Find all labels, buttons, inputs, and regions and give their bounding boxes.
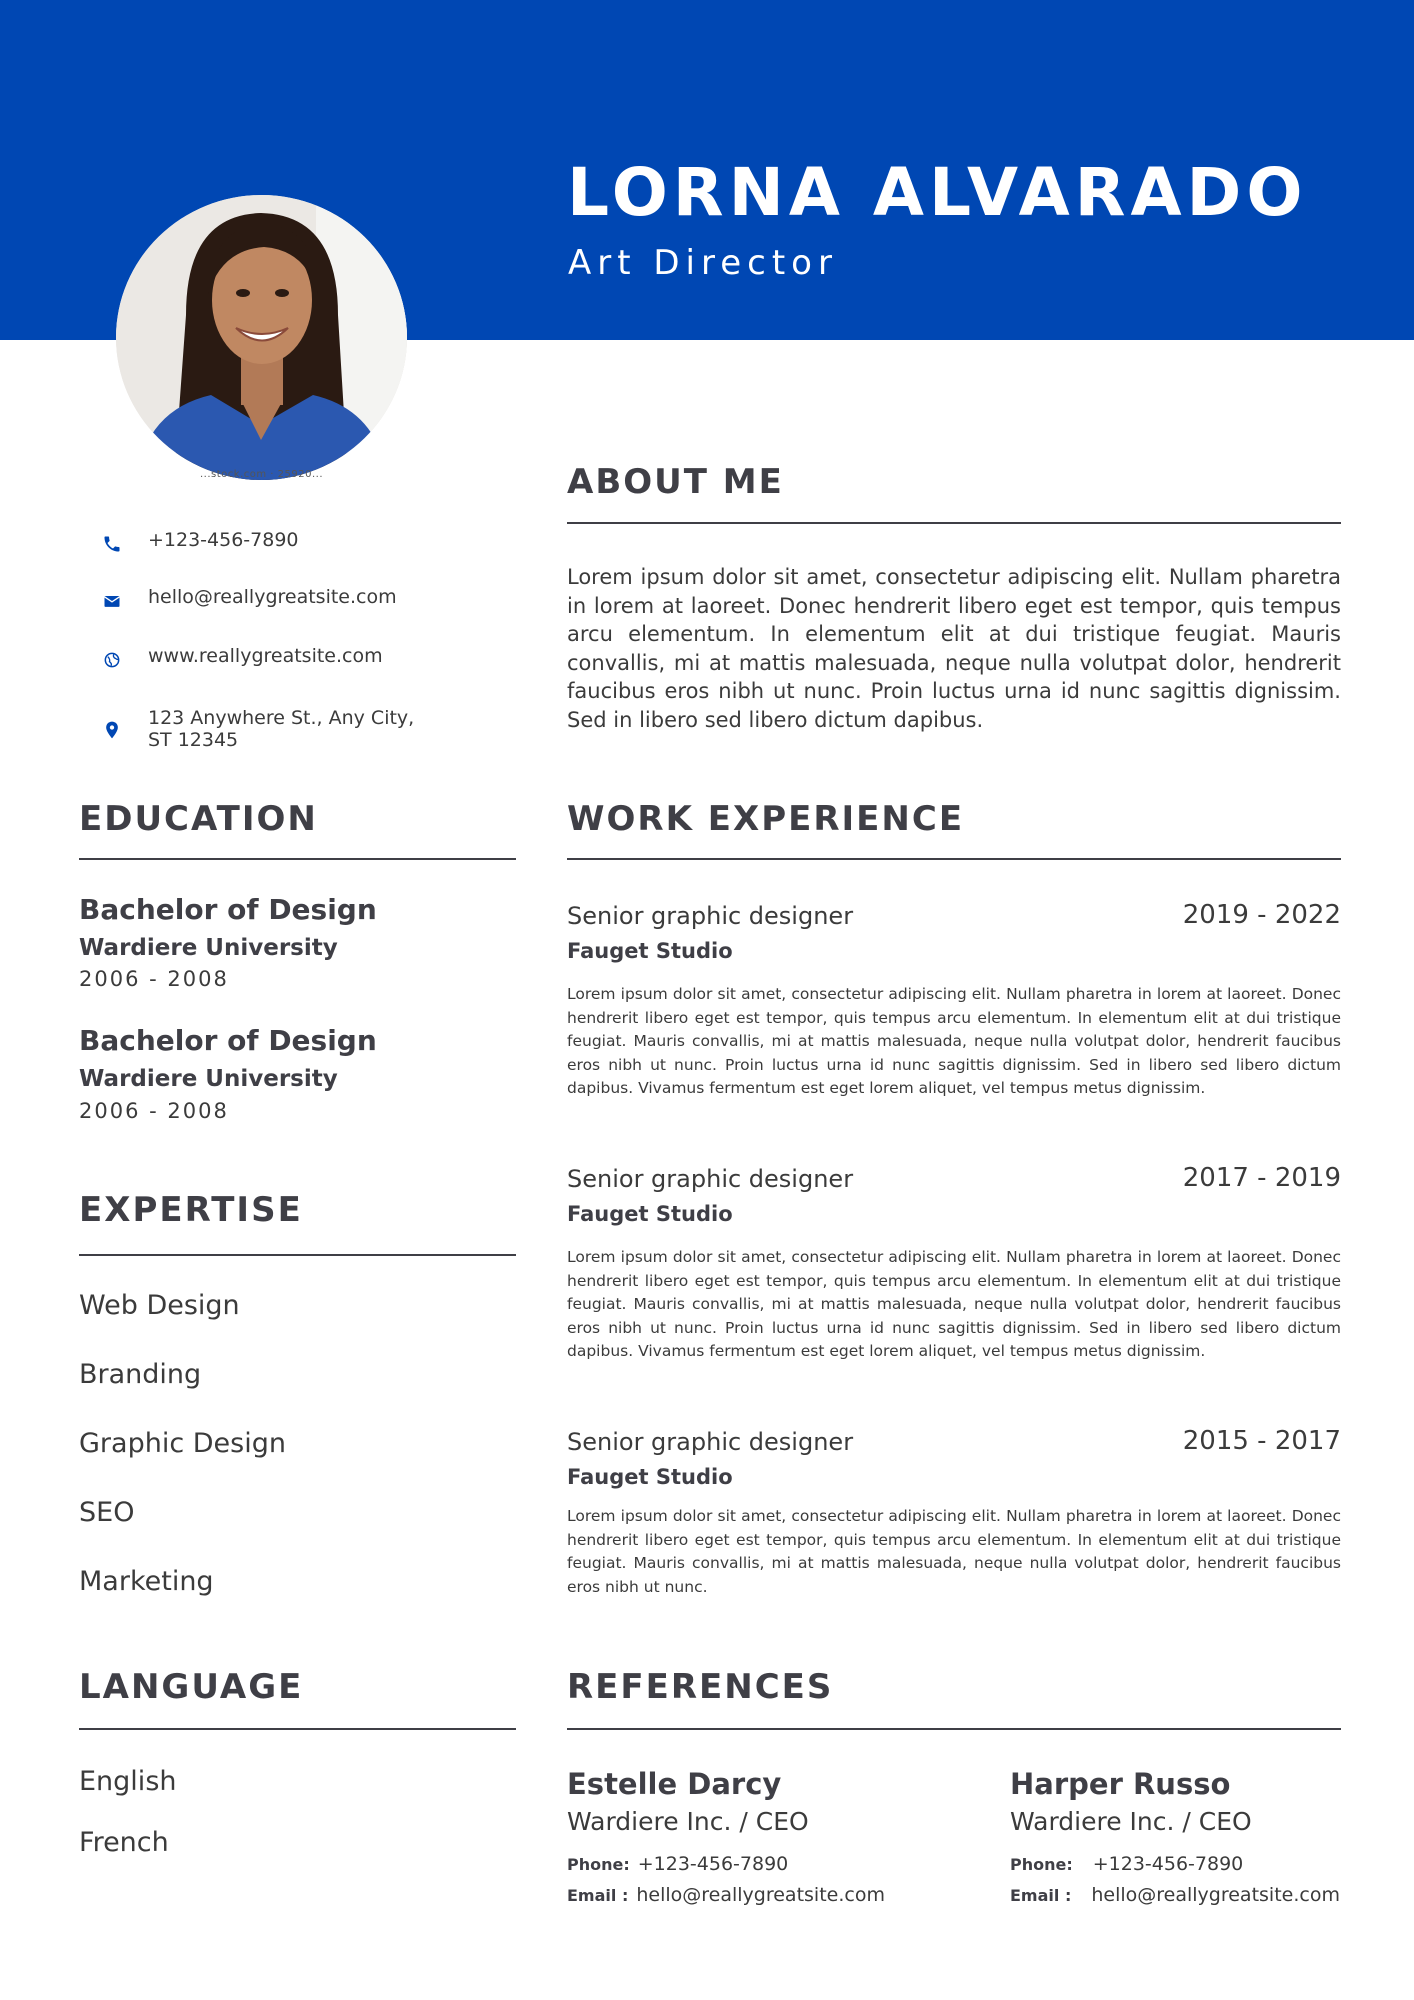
profile-photo (116, 195, 407, 480)
job-years: 2017 - 2019 (1182, 1163, 1341, 1193)
reference-email-label: Email : (567, 1886, 629, 1905)
about-divider (567, 522, 1341, 524)
contact-address-text: 123 Anywhere St., Any City, ST 12345 (148, 707, 415, 751)
about-heading: ABOUT ME (567, 462, 784, 502)
education-divider (79, 858, 516, 860)
expertise-item: Web Design (79, 1290, 240, 1321)
phone-icon (100, 532, 124, 556)
reference-email-value: hello@reallygreatsite.com (1091, 1884, 1340, 1906)
language-item: English (79, 1766, 177, 1797)
references-divider (567, 1728, 1341, 1730)
education-heading: EDUCATION (79, 799, 318, 839)
expertise-item: Graphic Design (79, 1428, 286, 1459)
expertise-item: Branding (79, 1359, 202, 1390)
expertise-item: SEO (79, 1497, 135, 1528)
contact-phone (100, 530, 299, 556)
photo-credit-watermark: ...stock.com · 25920... (200, 469, 323, 480)
reference-email (567, 1886, 885, 1905)
job-company: Fauget Studio (567, 1465, 733, 1489)
job-years: 2015 - 2017 (1182, 1426, 1341, 1456)
job-description: Lorem ipsum dolor sit amet, consectetur adipiscing elit. Nullam pharetra in lorem at laoreet. Donec hendrerit libero eget est tempor, quis tempus arcu elementum. In elementum elit at dui tristique feugiat. Mauris convallis, mi at mattis malesuada, neque nulla volutpat dolor, hendrerit faucibus eros nibh ut nunc. (567, 1507, 1341, 1596)
reference-email-label: Email : (1010, 1886, 1072, 1905)
language-item: French (79, 1827, 169, 1858)
education-school: Wardiere University (79, 1066, 338, 1092)
references-heading: REFERENCES (567, 1667, 834, 1707)
globe-icon (100, 648, 124, 672)
reference-role: Wardiere Inc. / CEO (1010, 1807, 1252, 1836)
reference-name: Estelle Darcy (567, 1767, 782, 1801)
contact-website (100, 646, 383, 672)
candidate-title: Art Director (568, 243, 838, 283)
reference-name: Harper Russo (1010, 1767, 1231, 1801)
candidate-name: LORNA ALVARADO (567, 154, 1308, 231)
reference-phone (1010, 1855, 1243, 1874)
about-text: Lorem ipsum dolor sit amet, consectetur adipiscing elit. Nullam pharetra in lorem at laoreet. Donec hendrerit libero eget est tempor, quis tempus arcu elementum. In elementum elit at dui tristique feugiat. Mauris convallis, mi at mattis malesuada, neque nulla volutpat dolor, hendrerit faucibus eros nibh ut nunc. Proin luctus urna id nunc sagittis dignissim. Sed in libero sed libero dictum dapibus. (567, 565, 1341, 732)
reference-phone-label: Phone: (567, 1855, 630, 1874)
job-description: Lorem ipsum dolor sit amet, consectetur adipiscing elit. Nullam pharetra in lorem at laoreet. Donec hendrerit libero eget est tempor, quis tempus arcu elementum. In elementum elit at dui tristique feugiat. Mauris convallis, mi at mattis malesuada, neque nulla volutpat dolor, hendrerit faucibus eros nibh ut nunc. Proin luctus urna id nunc sagittis dignissim. Sed in libero sed libero dictum dapibus. Vivamus fermentum est eget lorem aliquet, vel tempus metus dignissim. (567, 1248, 1341, 1360)
contact-email (100, 587, 397, 613)
reference-phone-value: +123-456-7890 (637, 1853, 789, 1875)
education-years: 2006 - 2008 (79, 967, 229, 991)
language-divider (79, 1728, 516, 1730)
reference-email-value: hello@reallygreatsite.com (636, 1884, 885, 1906)
work-heading: WORK EXPERIENCE (567, 799, 965, 839)
education-years: 2006 - 2008 (79, 1099, 229, 1123)
job-company: Fauget Studio (567, 939, 733, 963)
contact-address (100, 708, 414, 752)
reference-phone (567, 1855, 788, 1874)
expertise-item: Marketing (79, 1566, 214, 1597)
language-heading: LANGUAGE (79, 1667, 304, 1707)
location-pin-icon (100, 718, 124, 742)
contact-phone-text: +123-456-7890 (148, 529, 299, 551)
job-years: 2019 - 2022 (1182, 900, 1341, 930)
job-role: Senior graphic designer (567, 1165, 854, 1193)
work-divider (567, 858, 1341, 860)
reference-phone-label: Phone: (1010, 1855, 1073, 1874)
reference-phone-value: +123-456-7890 (1092, 1853, 1244, 1875)
reference-email (1010, 1886, 1340, 1905)
education-degree: Bachelor of Design (79, 1024, 377, 1057)
expertise-divider (79, 1254, 516, 1256)
expertise-heading: EXPERTISE (79, 1190, 303, 1230)
job-company: Fauget Studio (567, 1202, 733, 1226)
reference-role: Wardiere Inc. / CEO (567, 1807, 809, 1836)
job-role: Senior graphic designer (567, 1428, 854, 1456)
contact-email-text: hello@reallygreatsite.com (148, 586, 397, 608)
education-school: Wardiere University (79, 935, 338, 961)
contact-website-text: www.reallygreatsite.com (148, 645, 383, 667)
job-description: Lorem ipsum dolor sit amet, consectetur adipiscing elit. Nullam pharetra in lorem at laoreet. Donec hendrerit libero eget est tempor, quis tempus arcu elementum. In elementum elit at dui tristique feugiat. Mauris convallis, mi at mattis malesuada, neque nulla volutpat dolor, hendrerit faucibus eros nibh ut nunc. Proin luctus urna id nunc sagittis dignissim. Sed in libero sed libero dictum dapibus. Vivamus fermentum est eget lorem aliquet, vel tempus metus dignissim. (567, 985, 1341, 1097)
job-role: Senior graphic designer (567, 902, 854, 930)
education-degree: Bachelor of Design (79, 893, 377, 926)
email-icon (100, 589, 124, 613)
